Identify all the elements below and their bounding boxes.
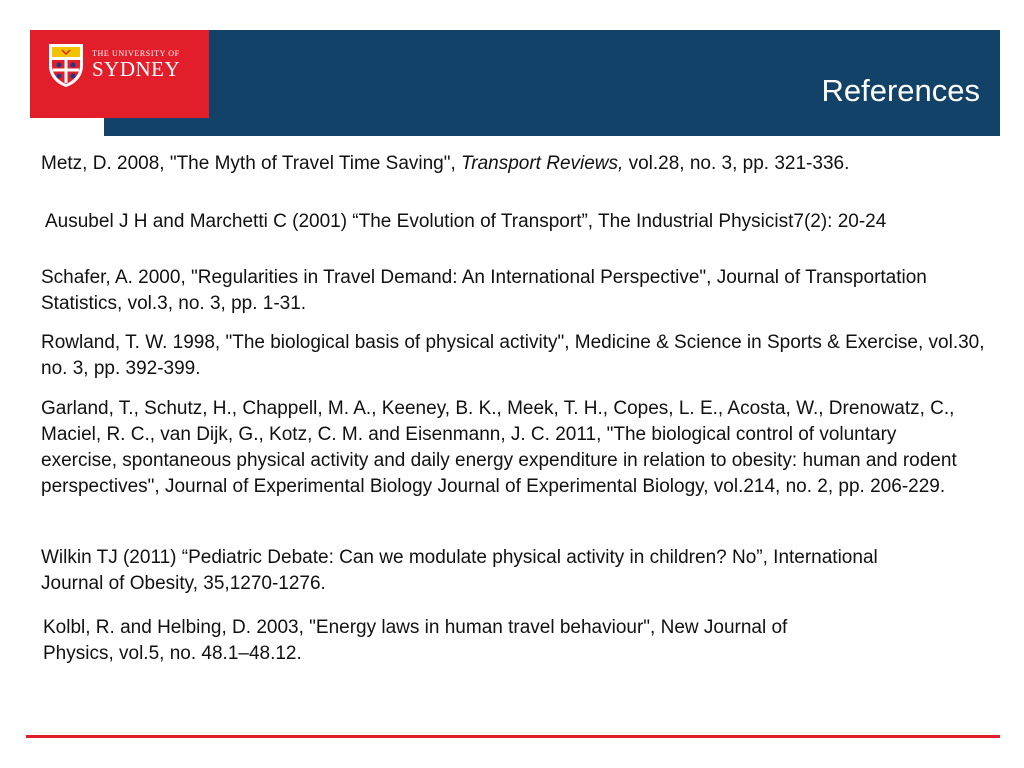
reference-item: Kolbl, R. and Helbing, D. 2003, "Energy laws in human travel behaviour", New Journal of Physics, vol.5, no. 48.1–48.12.: [43, 617, 788, 664]
logo-line2: SYDNEY: [92, 57, 181, 81]
footer-rule: [26, 735, 1000, 738]
reference-text: Metz, D. 2008, "The Myth of Travel Time Saving",: [41, 153, 462, 174]
reference-item: Wilkin TJ (2011) “Pediatric Debate: Can we modulate physical activity in children? No”, International Journal of Obesity, 35,1270-1276.: [41, 547, 878, 594]
reference-item: Garland, T., Schutz, H., Chappell, M. A., Keeney, B. K., Meek, T. H., Copes, L. E., Acosta, W., Drenowatz, C., Maciel, R. C., van Dijk, G., Kotz, C. M. and Eisenmann, J. C. 2011, "The biological control of voluntary exercise, spontaneous physical activity and daily energy expenditure in relation to obesity: human and rodent perspectives", Journal of Experimental Biology Journal of Experimental Biology, vol.214, no. 2, pp. 206-229.: [41, 398, 957, 497]
logo-line1: THE UNIVERSITY OF: [92, 49, 180, 58]
reference-item: Schafer, A. 2000, "Regularities in Travel Demand: An International Perspective", Journal of Transportation Statistics, vol.3, no. 3, pp. 1-31.: [41, 267, 927, 314]
page-title: References: [821, 73, 980, 108]
reference-text: vol.28, no. 3, pp. 321-336.: [623, 153, 850, 174]
reference-journal: Transport Reviews,: [461, 153, 624, 174]
logo-wordmark: [92, 49, 180, 80]
reference-item: [41, 151, 981, 177]
reference-item: Rowland, T. W. 1998, "The biological basis of physical activity", Medicine & Science in Sports & Exercise, vol.30, no. 3, pp. 392-399.: [41, 332, 985, 379]
university-logo: [30, 30, 209, 118]
crest-icon: [46, 41, 86, 89]
reference-item: Ausubel J H and Marchetti C (2001) “The Evolution of Transport”, The Industrial Physicist7(2): 20-24: [45, 211, 887, 232]
